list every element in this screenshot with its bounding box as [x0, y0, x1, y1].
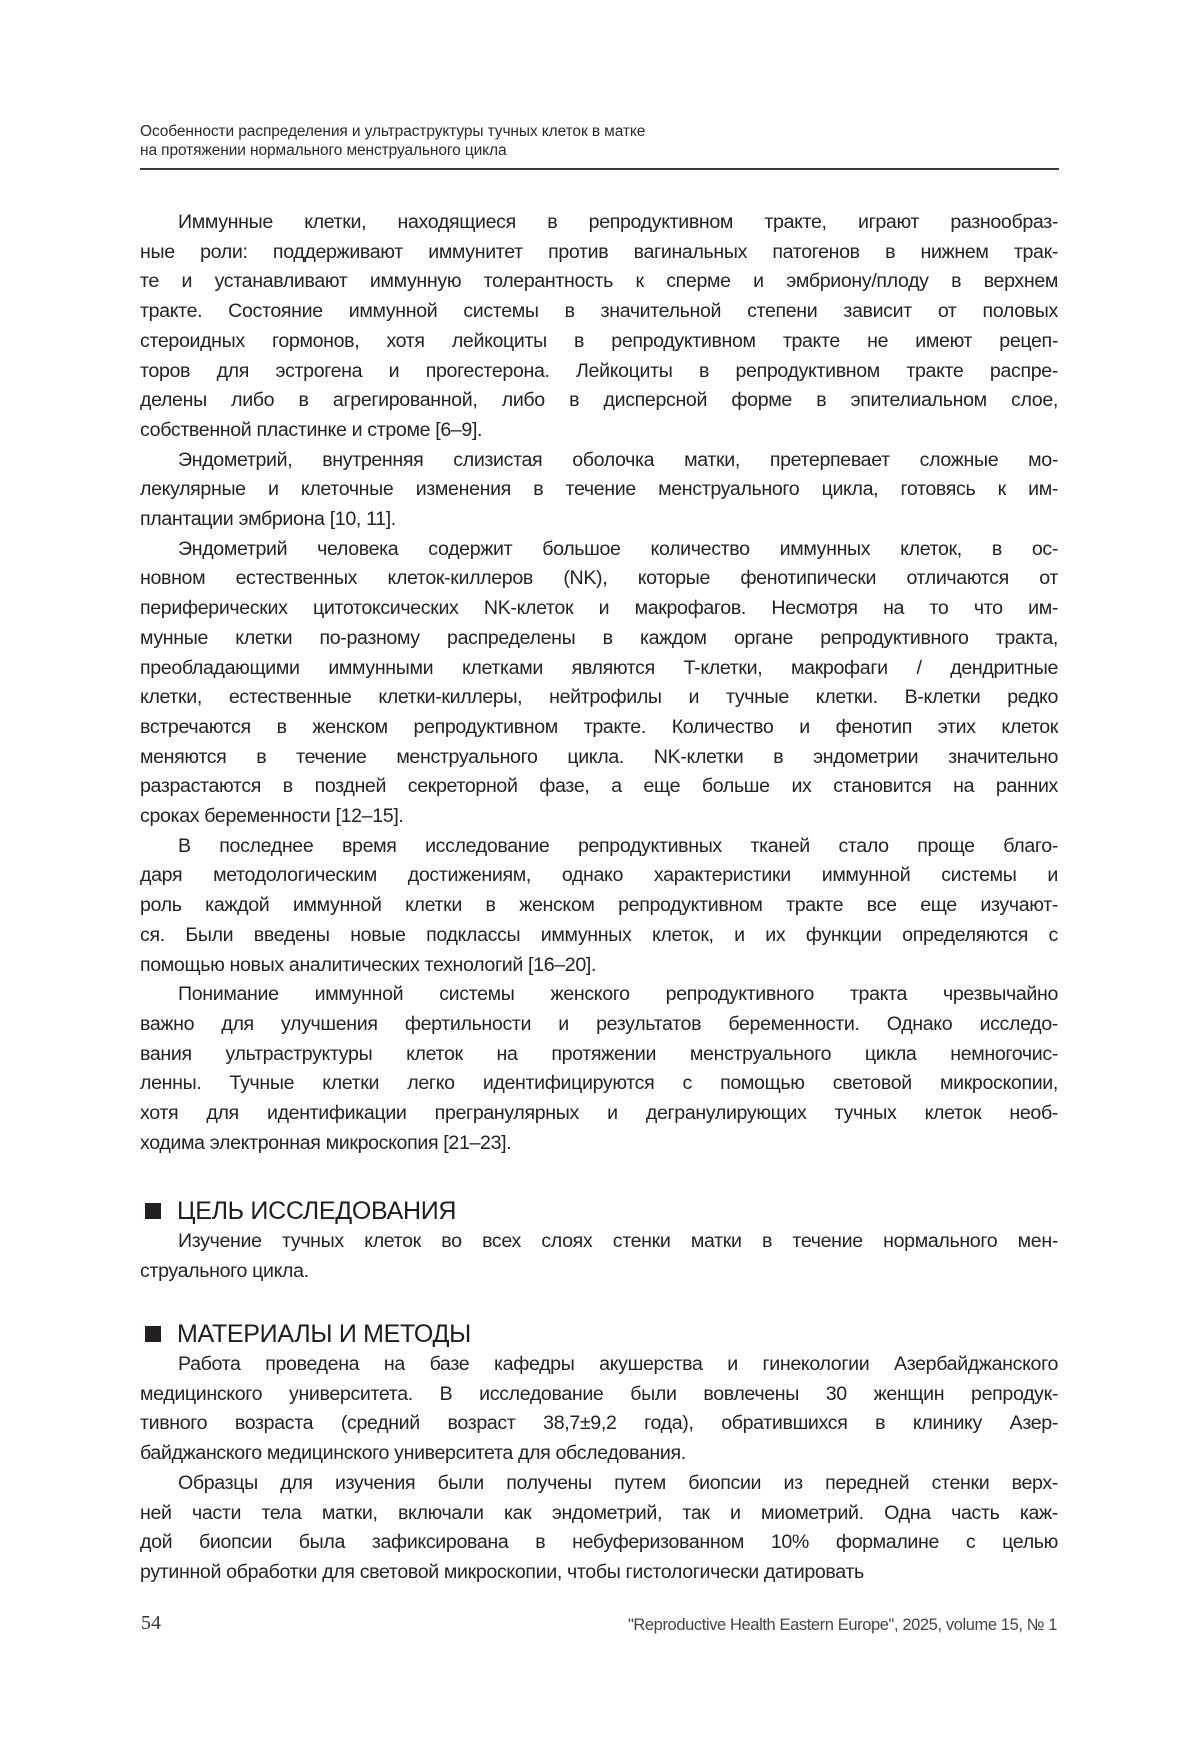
paragraph-line: ные роли: поддерживают иммунитет против вагинальных патогенов в нижнем трак- [140, 240, 1058, 263]
paragraph-line: клетки, естественные клетки-киллеры, нейтрофилы и тучные клетки. B-клетки редко [140, 686, 1058, 709]
section-heading-text: ЦЕЛЬ ИССЛЕДОВАНИЯ [177, 1196, 457, 1225]
paragraph-line: меняются в течение менструального цикла. NK-клетки в эндометрии значительно [140, 745, 1058, 768]
paragraph-line: струального цикла. [140, 1259, 309, 1282]
journal-citation: "Reproductive Health Eastern Europe", 2025, volume 15, № 1 [627, 1616, 1057, 1634]
paragraph-line: те и устанавливают иммунную толерантность к сперме и эмбриону/плоду в верхнем [140, 270, 1058, 293]
section-heading-methods [145, 1317, 471, 1351]
paragraph-line: Иммунные клетки, находящиеся в репродуктивном тракте, играют разнообраз- [178, 211, 1058, 233]
running-head [140, 122, 1058, 160]
paragraph-line: ленны. Тучные клетки легко идентифицируются с помощью световой микроскопии, [140, 1072, 1058, 1095]
section-heading-text: МАТЕРИАЛЫ И МЕТОДЫ [177, 1319, 471, 1348]
paragraph-line: Работа проведена на базе кафедры акушерства и гинекологии Азербайджанского [178, 1353, 1058, 1375]
header-rule [140, 168, 1059, 170]
paragraph-line: вания ультраструктуры клеток на протяжении менструального цикла немногочис- [140, 1042, 1058, 1065]
square-bullet-icon [145, 1326, 161, 1342]
paragraph-line: делены либо в агрегированной, либо в дисперсной форме в эпителиальном слое, [140, 389, 1058, 412]
paragraph-line: ходима электронная микроскопия [21–23]. [140, 1131, 512, 1154]
paragraph-line: дой биопсии была зафиксирована в небуферизованном 10% формалине с целью [140, 1531, 1058, 1554]
paragraph-line: Изучение тучных клеток во всех слоях стенки матки в течение нормального мен- [178, 1230, 1058, 1252]
paragraph-line: тракте. Состояние иммунной системы в значительной степени зависит от половых [140, 300, 1058, 323]
page-number: 54 [141, 1612, 161, 1634]
paragraph-line: рутинной обработки для световой микроскопии, чтобы гистологически датировать [140, 1560, 864, 1583]
paragraph-line: роль каждой иммунной клетки в женском репродуктивном тракте все еще изучают- [140, 894, 1058, 917]
paragraph-line: торов для эстрогена и прогестерона. Лейкоциты в репродуктивном тракте распре- [140, 359, 1058, 382]
paragraph-line: плантации эмбриона [10, 11]. [140, 508, 396, 530]
paragraph-line: Понимание иммунной системы женского репродуктивного тракта чрезвычайно [178, 983, 1058, 1006]
paragraph-line: сроках беременности [12–15]. [140, 805, 404, 827]
paragraph-line: байджанского медицинского университета для обследования. [140, 1442, 686, 1465]
paragraph-line: мунные клетки по-разному распределены в каждом органе репродуктивного тракта, [140, 626, 1058, 649]
paragraph-line: Образцы для изучения были получены путем биопсии из передней стенки верх- [178, 1471, 1058, 1494]
paragraph-line: Эндометрий, внутренняя слизистая оболочка матки, претерпевает сложные мо- [178, 448, 1058, 471]
paragraph-line: В последнее время исследование репродуктивных тканей стало проще благо- [178, 834, 1058, 857]
paragraph-line: разрастаются в поздней секреторной фазе, а еще больше их становится на ранних [140, 775, 1058, 798]
paragraph-line: Эндометрий человека содержит большое количество иммунных клеток, в ос- [178, 537, 1058, 560]
paragraph-line: ней части тела матки, включали как эндометрий, так и миометрий. Одна часть каж- [140, 1501, 1058, 1524]
paragraph-line: ся. Были введены новые подклассы иммунных клеток, и их функции определяются с [140, 923, 1058, 946]
running-head-line: Особенности распределения и ультраструктуры тучных клеток в матке [140, 123, 646, 140]
running-head-line: на протяжении нормального менструального цикла [140, 142, 507, 159]
paragraph-line: преобладающими иммунными клетками являются T-клетки, макрофаги / дендритные [140, 656, 1058, 679]
paragraph-line: встречаются в женском репродуктивном тракте. Количество и фенотип этих клеток [140, 715, 1058, 738]
paragraph-line: хотя для идентификации прегранулярных и дегранулирующих тучных клеток необ- [140, 1102, 1058, 1124]
paragraph-line: медицинского университета. В исследование были вовлечены 30 женщин репродук- [140, 1382, 1058, 1405]
paragraph-line: новном естественных клеток-киллеров (NK), которые фенотипически отличаются от [140, 567, 1058, 590]
paragraph-line: тивного возраста (средний возраст 38,7±9,2 года), обратившихся в клинику Азер- [140, 1412, 1058, 1435]
square-bullet-icon [145, 1203, 161, 1219]
paragraph-line: лекулярные и клеточные изменения в течение менструального цикла, готовясь к им- [140, 478, 1058, 501]
section-heading-aim [145, 1194, 456, 1228]
paragraph-line: собственной пластинке и строме [6–9]. [140, 418, 483, 441]
paragraph-line: помощью новых аналитических технологий [16–20]. [140, 953, 597, 976]
paragraph-line: стероидных гормонов, хотя лейкоциты в репродуктивном тракте не имеют рецеп- [140, 329, 1058, 352]
paragraph-line: даря методологическим достижениям, однако характеристики иммунной системы и [140, 864, 1058, 887]
paragraph-line: периферических цитотоксических NK-клеток и макрофагов. Несмотря на то что им- [140, 597, 1058, 620]
paragraph-line: важно для улучшения фертильности и результатов беременности. Однако исследо- [140, 1012, 1058, 1035]
